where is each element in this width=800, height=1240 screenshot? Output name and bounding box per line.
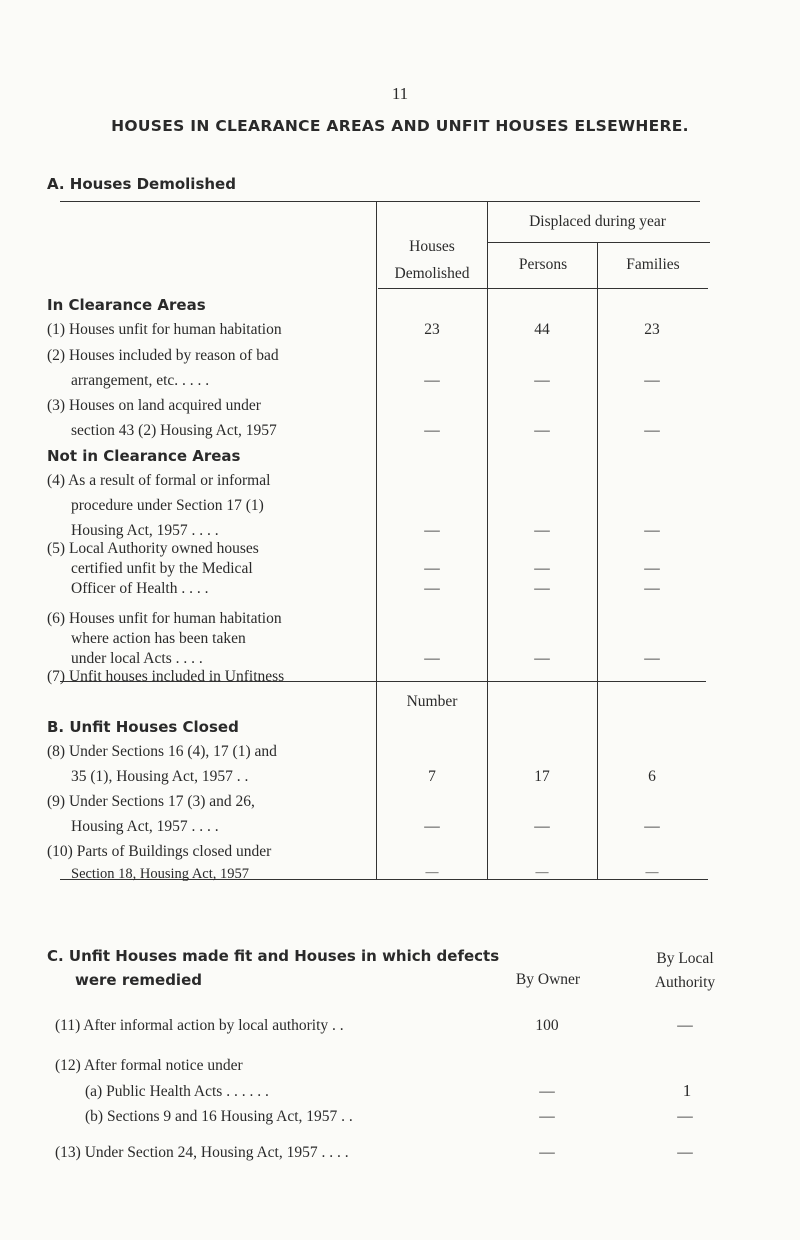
houses-demolished-header: Houses Demolished [394,238,470,282]
row-12b-label: (b) Sections 9 and 16 Housing Act, 1957 . . [85,1108,353,1125]
row-2-label: (2) Houses included by reason of bad [47,347,279,364]
row-8-persons: 17 [534,768,550,785]
row-5-houses: — [424,560,440,577]
row-4-label-cont: procedure under Section 17 (1) [71,497,264,514]
row-13-local: — [677,1144,693,1161]
row-5b-families: — [644,580,660,597]
row-9-number: — [424,818,440,835]
row-4-houses: — [424,522,440,539]
persons-header: Persons [518,256,568,273]
col-divider-2 [487,201,488,879]
row-2-persons: — [534,372,550,389]
displaced-header: Displaced during year [529,213,666,230]
row-5b-persons: — [534,580,550,597]
row-6-houses: — [424,650,440,667]
row-4-persons: — [534,522,550,539]
row-10-label: (10) Parts of Buildings closed under [47,843,272,860]
row-7-label: (7) Unfit houses included in Unfitness [47,668,285,685]
row-4-families: — [644,522,660,539]
by-local-authority-header: By Local Authority [654,950,716,991]
row-8-families: 6 [648,768,656,785]
row-8-label-cont: 35 (1), Housing Act, 1957 . . [71,768,249,785]
row-10-label-cont: Section 18, Housing Act, 1957 [71,866,250,882]
row-6-label-cont2: under local Acts . . . . [71,650,203,667]
displaced-rule [488,242,710,243]
row-8-label: (8) Under Sections 16 (4), 17 (1) and [47,743,277,760]
page-number: 11 [391,84,409,103]
row-12-label: (12) After formal notice under [55,1057,243,1074]
row-12a-label: (a) Public Health Acts . . . . . . [85,1083,269,1100]
row-5-label: (5) Local Authority owned houses [47,540,259,557]
row-6-label-cont: where action has been taken [71,630,246,647]
row-11-local: — [677,1017,693,1034]
row-3-families: — [644,422,660,439]
row-1-houses: 23 [424,321,440,338]
row-2-houses: — [424,372,440,389]
row-12b-local: — [677,1108,693,1125]
row-1-families: 23 [644,321,660,338]
row-13-label: (13) Under Section 24, Housing Act, 1957 . . . . [55,1144,349,1161]
row-11-owner: 100 [535,1017,559,1034]
section-c-heading-cont: were remedied [75,971,202,989]
row-12a-owner: — [539,1083,555,1100]
col-divider-3 [597,242,598,879]
col-divider-1 [376,201,377,879]
page-title: HOUSES IN CLEARANCE AREAS AND UNFIT HOUSES ELSEWHERE. [111,117,689,135]
section-c-heading: C. Unfit Houses made fit and Houses in which defects [47,947,500,965]
row-9-families: — [644,818,660,835]
row-10-families: — [645,864,659,879]
row-12a-local: 1 [682,1081,692,1100]
row-8-number: 7 [428,768,436,785]
row-13-owner: — [539,1144,555,1161]
row-5b-label: Officer of Health . . . . [71,580,209,597]
row-4-label: (4) As a result of formal or informal [47,472,271,489]
section-a-heading: A. Houses Demolished [47,175,236,193]
row-4-label-cont2: Housing Act, 1957 . . . . [71,522,219,539]
row-12b-owner: — [539,1108,555,1125]
clearance-areas-heading: In Clearance Areas [47,296,206,314]
row-2-families: — [644,372,660,389]
row-11-label: (11) After informal action by local authority . . [55,1017,344,1034]
row-6-persons: — [534,650,550,667]
row-10-number: — [425,864,439,879]
table-top-rule [60,201,700,202]
row-6-label: (6) Houses unfit for human habitation [47,610,282,627]
row-3-houses: — [424,422,440,439]
header-bottom-rule [378,288,708,289]
section-b-heading: B. Unfit Houses Closed [47,718,239,736]
row-5-families: — [644,560,660,577]
row-9-label-cont: Housing Act, 1957 . . . . [71,818,219,835]
row-5-label-cont: certified unfit by the Medical [71,560,253,577]
row-3-label: (3) Houses on land acquired under [47,397,261,414]
families-header: Families [626,256,680,273]
row-3-persons: — [534,422,550,439]
by-owner-header: By Owner [515,971,581,988]
not-clearance-areas-heading: Not in Clearance Areas [47,447,241,465]
row-6-families: — [644,650,660,667]
number-header: Number [406,693,458,710]
row-1-label: (1) Houses unfit for human habitation [47,321,282,338]
row-9-persons: — [534,818,550,835]
row-3-label-cont: section 43 (2) Housing Act, 1957 [71,422,277,439]
row-9-label: (9) Under Sections 17 (3) and 26, [47,793,255,810]
row-5-persons: — [534,560,550,577]
row-2-label-cont: arrangement, etc. . . . . [71,372,210,389]
row-1-persons: 44 [534,321,550,338]
row-10-persons: — [535,864,549,879]
row-5b-houses: — [424,580,440,597]
